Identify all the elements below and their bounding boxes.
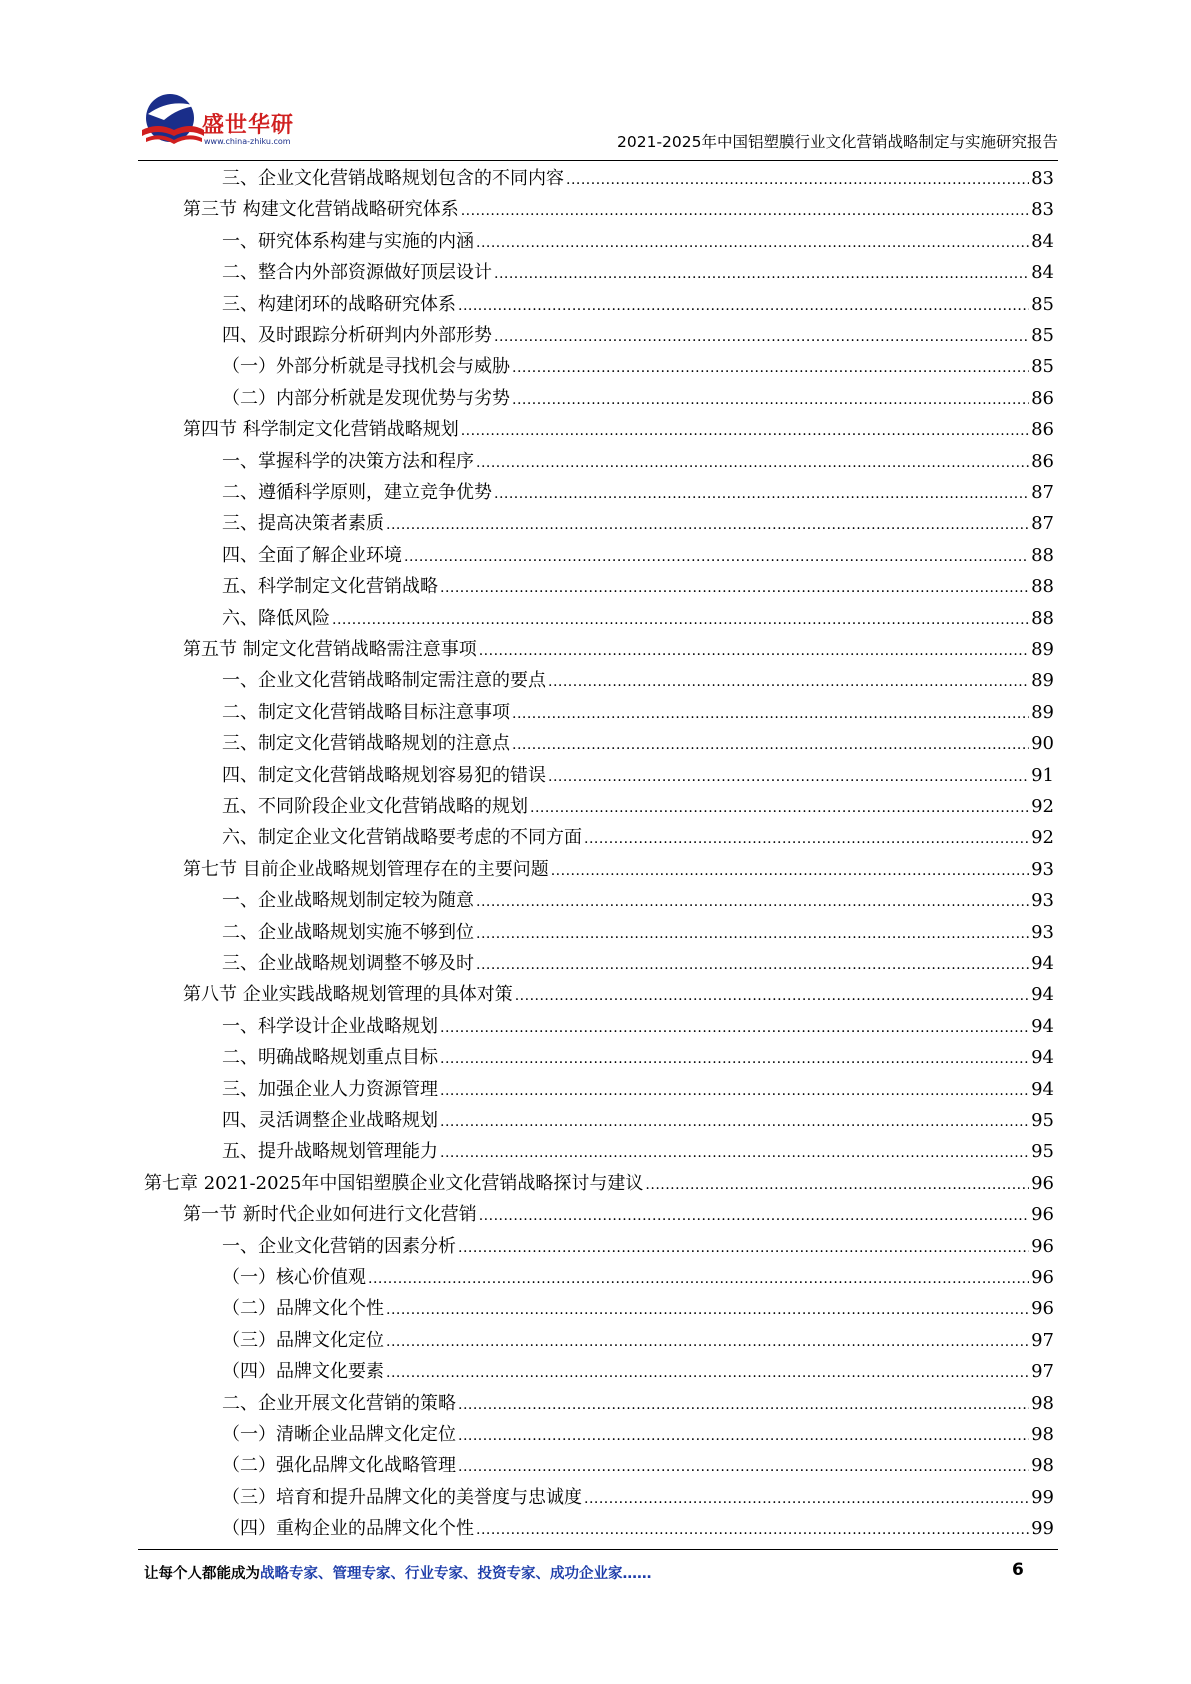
toc-dot-leader [440,1136,1029,1169]
toc-entry-page: 88 [1031,544,1054,566]
toc-entry-page: 93 [1031,890,1054,912]
toc-entry-title: 三、企业文化营销战略规划包含的不同内容 [222,168,564,189]
toc-entry[interactable] [222,1042,1054,1073]
toc-dot-leader [440,1042,1029,1075]
toc-entry[interactable] [222,728,1054,759]
toc-entry-page: 85 [1031,356,1054,378]
toc-entry-page: 92 [1031,796,1054,817]
toc-entry-page: 94 [1031,984,1054,1006]
toc-entry-title: 三、构建闭环的战略研究体系 [222,293,456,315]
toc-entry-title: 三、加强企业人力资源管理 [222,1078,438,1100]
toc-entry-page: 83 [1031,199,1054,221]
toc-entry-page: 94 [1031,953,1054,974]
toc-entry[interactable] [222,1105,1054,1136]
toc-entry-page: 90 [1031,733,1054,755]
toc-entry-page: 89 [1031,670,1054,692]
toc-entry[interactable] [222,383,1054,414]
toc-entry[interactable] [222,885,1054,916]
toc-entry[interactable] [222,477,1054,508]
toc-entry-page: 96 [1031,1298,1054,1320]
toc-entry[interactable] [183,414,1054,445]
toc-entry-title: 第七节 目前企业战略规划管理存在的主要问题 [183,858,549,880]
toc-entry-title: 五、不同阶段企业文化营销战略的规划 [222,796,528,817]
toc-entry-title: 一、研究体系构建与实施的内涵 [222,230,474,252]
report-title: 2021-2025年中国铝塑膜行业文化营销战略制定与实施研究报告 [617,133,1058,151]
toc-entry-title: （二）强化品牌文化战略管理 [222,1455,456,1477]
toc-entry-page: 85 [1031,293,1054,315]
toc-entry-page: 84 [1031,230,1054,252]
toc-entry[interactable] [222,1356,1054,1387]
toc-entry-title: （一）外部分析就是寻找机会与威胁 [222,356,510,378]
toc-entry-title: 一、掌握科学的决策方法和程序 [222,450,474,472]
toc-entry-title: 三、制定文化营销战略规划的注意点 [222,733,510,755]
toc-entry[interactable] [222,603,1054,634]
page-number: 6 [1012,1560,1024,1580]
toc-entry-title: 第八节 企业实践战略规划管理的具体对策 [183,984,513,1006]
toc-entry-page: 97 [1031,1361,1054,1383]
toc-entry-page: 87 [1031,482,1054,503]
toc-entry-page: 96 [1031,1267,1054,1288]
toc-entry-title: 四、及时跟踪分析研判内外部形势 [222,325,492,346]
toc-entry-title: 五、科学制定文化营销战略 [222,576,438,598]
toc-entry-page: 86 [1031,387,1054,409]
toc-dot-leader [479,634,1029,667]
toc-entry[interactable] [222,948,1054,979]
toc-entry[interactable] [222,508,1054,539]
toc-entry[interactable] [222,1419,1054,1450]
toc-entry-title: 第七章 2021-2025年中国铝塑膜企业文化营销战略探讨与建议 [144,1172,644,1194]
toc-entry-page: 96 [1031,1204,1054,1226]
toc-entry-page: 93 [1031,858,1054,880]
toc-dot-leader [440,1011,1029,1044]
toc-entry[interactable] [222,163,1054,194]
toc-entry[interactable] [222,791,1054,822]
toc-dot-leader [494,477,1029,510]
toc-entry-page: 98 [1031,1455,1054,1477]
company-logo [138,84,318,156]
toc-entry-page: 88 [1031,576,1054,598]
toc-entry-title: 第四节 科学制定文化营销战略规划 [183,419,459,441]
toc-entry-title: 六、制定企业文化营销战略要考虑的不同方面 [222,827,582,849]
toc-dot-leader [458,1231,1029,1264]
toc-entry-title: （一）核心价值观 [222,1267,366,1288]
footer-highlight: 战略专家、管理专家、行业专家、投资专家、成功企业家…… [260,1566,652,1582]
toc-entry-page: 86 [1031,450,1054,472]
toc-entry[interactable] [222,257,1054,288]
toc-entry-title: 二、企业战略规划实施不够到位 [222,921,474,943]
toc-entry-page: 98 [1031,1424,1054,1445]
toc-dot-leader [386,1293,1029,1326]
toc-entry[interactable] [144,1168,1054,1199]
logo-url: www.china-zhiku.com [204,137,291,146]
toc-dot-leader [458,289,1029,322]
toc-entry-title: 一、企业战略规划制定较为随意 [222,890,474,912]
toc-dot-leader [548,760,1029,793]
toc-entry-title: （三）培育和提升品牌文化的美誉度与忠诚度 [222,1486,582,1508]
toc-entry-page: 89 [1031,639,1054,660]
toc-entry-page: 97 [1031,1329,1054,1351]
toc-entry-page: 83 [1031,168,1054,189]
toc-entry-title: 第一节 新时代企业如何进行文化营销 [183,1204,477,1226]
toc-entry-page: 86 [1031,419,1054,441]
toc-dot-leader [458,1388,1029,1421]
toc-entry[interactable] [222,1231,1054,1262]
toc-dot-leader [404,540,1029,573]
logo-name: 盛世华研 [202,113,295,138]
toc-entry[interactable] [222,1074,1054,1105]
toc-dot-leader [440,571,1029,604]
page-header [138,78,1058,164]
toc-entry[interactable] [222,320,1054,351]
toc-dot-leader [494,320,1029,353]
toc-entry-title: （三）品牌文化定位 [222,1329,384,1351]
toc-entry-title: 二、企业开展文化营销的策略 [222,1392,456,1414]
toc-entry-title: 六、降低风险 [222,607,330,629]
toc-entry[interactable] [222,226,1054,257]
toc-dot-leader [386,508,1029,541]
toc-dot-leader [440,1074,1029,1107]
toc-entry[interactable] [183,1199,1054,1230]
toc-entry-page: 85 [1031,325,1054,346]
toc-entry[interactable] [222,1450,1054,1481]
toc-dot-leader [386,1356,1029,1389]
toc-dot-leader [512,728,1029,761]
toc-entry[interactable] [222,351,1054,382]
toc-dot-leader [476,917,1029,950]
toc-entry[interactable] [222,822,1054,853]
footer-prefix: 让每个人都能成为 [144,1566,260,1582]
toc-entry[interactable] [222,697,1054,728]
toc-entry-title: 第三节 构建文化营销战略研究体系 [183,199,459,221]
toc-dot-leader [458,1419,1029,1452]
toc-dot-leader [551,854,1029,887]
toc-entry-page: 96 [1031,1235,1054,1257]
toc-entry-title: 二、明确战略规划重点目标 [222,1047,438,1069]
toc-entry-page: 99 [1031,1486,1054,1508]
toc-dot-leader [494,257,1029,290]
toc-dot-leader [386,1325,1029,1358]
toc-entry[interactable] [222,1388,1054,1419]
toc-dot-leader [548,665,1029,698]
toc-entry-title: 四、全面了解企业环境 [222,544,402,566]
toc-entry[interactable] [222,571,1054,602]
toc-entry[interactable] [222,1482,1054,1513]
toc-entry-title: 一、科学设计企业战略规划 [222,1015,438,1037]
toc-dot-leader [476,446,1029,479]
toc-dot-leader [512,383,1029,416]
toc-dot-leader [566,163,1029,196]
toc-entry-page: 96 [1031,1172,1054,1194]
toc-entry-title: 二、整合内外部资源做好顶层设计 [222,262,492,284]
toc-entry[interactable] [222,1293,1054,1324]
toc-dot-leader [530,791,1029,824]
toc-dot-leader [458,1450,1029,1483]
toc-dot-leader [440,1105,1029,1138]
toc-entry[interactable] [222,1513,1054,1544]
toc-entry-page: 92 [1031,827,1054,849]
toc-entry-title: 一、企业文化营销战略制定需注意的要点 [222,670,546,692]
toc-entry-page: 84 [1031,262,1054,284]
header-divider [138,160,1058,161]
toc-entry[interactable] [222,1262,1054,1293]
toc-dot-leader [332,603,1029,636]
footer-slogan [144,1562,652,1583]
toc-entry[interactable] [222,917,1054,948]
toc-entry-page: 95 [1031,1110,1054,1131]
toc-entry-page: 98 [1031,1392,1054,1414]
toc-entry[interactable] [222,540,1054,571]
toc-entry[interactable] [183,979,1054,1010]
toc-entry-title: 一、企业文化营销的因素分析 [222,1235,456,1257]
toc-entry[interactable] [222,665,1054,696]
toc-entry-page: 89 [1031,701,1054,723]
toc-entry-title: 三、提高决策者素质 [222,513,384,535]
toc-entry-title: 四、灵活调整企业战略规划 [222,1110,438,1131]
toc-dot-leader [461,194,1029,227]
toc-dot-leader [645,1168,1029,1201]
toc-entry[interactable] [222,1136,1054,1167]
toc-entry[interactable] [183,854,1054,885]
toc-entry-page: 94 [1031,1015,1054,1037]
toc-dot-leader [476,948,1029,981]
toc-entry[interactable] [183,634,1054,665]
logo-emblem-icon [138,84,208,156]
toc-entry-page: 91 [1031,764,1054,786]
toc-entry-title: （二）内部分析就是发现优势与劣势 [222,387,510,409]
toc-dot-leader [368,1262,1029,1295]
toc-entry[interactable] [222,446,1054,477]
toc-entry-page: 95 [1031,1141,1054,1163]
toc-entry-page: 94 [1031,1078,1054,1100]
toc-dot-leader [461,414,1029,447]
toc-entry[interactable] [183,194,1054,225]
toc-dot-leader [512,697,1029,730]
toc-entry-title: 三、企业战略规划调整不够及时 [222,953,474,974]
toc-entry-title: （一）清晰企业品牌文化定位 [222,1424,456,1445]
footer-divider [138,1549,1058,1550]
toc-entry-title: 五、提升战略规划管理能力 [222,1141,438,1163]
toc-dot-leader [476,226,1029,259]
toc-entry[interactable] [222,760,1054,791]
toc-entry-title: 二、遵循科学原则，建立竞争优势 [222,482,492,503]
toc-dot-leader [584,1482,1029,1515]
toc-dot-leader [476,885,1029,918]
toc-entry[interactable] [222,289,1054,320]
toc-entry-page: 87 [1031,513,1054,535]
toc-entry-title: 第五节 制定文化营销战略需注意事项 [183,639,477,660]
toc-entry-page: 94 [1031,1047,1054,1069]
toc-entry-title: 二、制定文化营销战略目标注意事项 [222,701,510,723]
toc-entry-title: （四）重构企业的品牌文化个性 [222,1518,474,1540]
toc-dot-leader [512,351,1029,384]
toc-dot-leader [515,979,1029,1012]
toc-entry[interactable] [222,1325,1054,1356]
toc-entry-title: （二）品牌文化个性 [222,1298,384,1320]
toc-entry-title: 四、制定文化营销战略规划容易犯的错误 [222,764,546,786]
toc-entry-page: 93 [1031,921,1054,943]
toc-dot-leader [584,822,1029,855]
toc-entry-page: 88 [1031,607,1054,629]
toc-dot-leader [476,1513,1029,1546]
toc-entry[interactable] [222,1011,1054,1042]
toc-entry-title: （四）品牌文化要素 [222,1361,384,1383]
toc-dot-leader [479,1199,1029,1232]
toc-entry-page: 99 [1031,1518,1054,1540]
